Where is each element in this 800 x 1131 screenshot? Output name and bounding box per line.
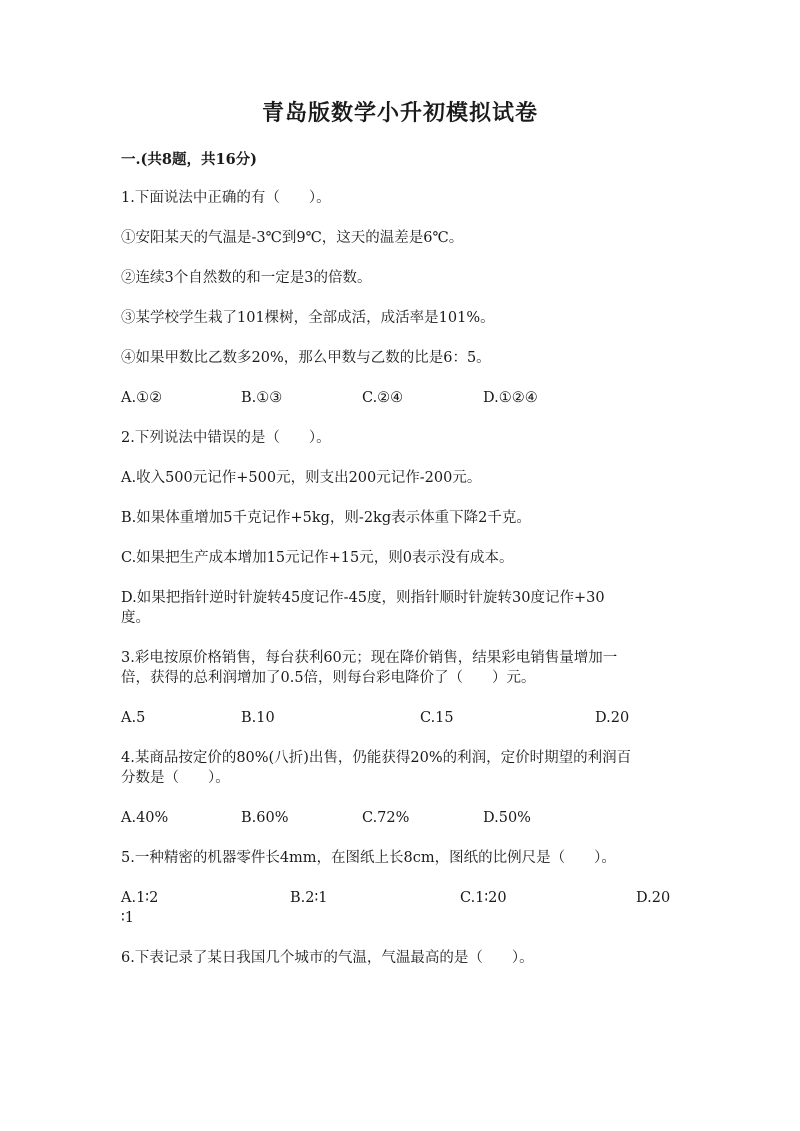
question-4-option-a: A.40% <box>121 810 169 826</box>
question-3-option-d: D.20 <box>595 710 630 726</box>
question-4-stem-line-1: 4.某商品按定价的80%(八折)出售，仍能获得20%的利润，定价时期望的利润百 <box>121 750 632 766</box>
question-5-option-d-continued: ∶1 <box>121 910 134 926</box>
question-2-option-b: B.如果体重增加5千克记作+5kg，则-2kg表示体重下降2千克。 <box>121 510 531 526</box>
question-3-option-a: A.5 <box>121 710 146 726</box>
question-3-stem-line-1: 3.彩电按原价格销售，每台获利60元；现在降价销售，结果彩电销售量增加一 <box>121 650 618 666</box>
page-title: 青岛版数学小升初模拟试卷 <box>261 100 538 126</box>
question-1-statement-3: ③某学校学生栽了101棵树，全部成活，成活率是101%。 <box>121 310 495 326</box>
question-4-option-d: D.50% <box>483 810 531 826</box>
question-1-option-a: A.①② <box>121 390 163 406</box>
question-5-option-b: B.2∶1 <box>290 890 328 906</box>
question-1-statement-1: ①安阳某天的气温是-3℃到9℃，这天的温差是6℃。 <box>121 230 464 246</box>
question-2-option-a: A.收入500元记作+500元，则支出200元记作-200元。 <box>121 470 482 486</box>
section-heading: 一.(共8题，共16分) <box>121 151 258 168</box>
question-3-stem-line-2: 倍，获得的总利润增加了0.5倍，则每台彩电降价了（ ）元。 <box>121 670 536 686</box>
question-2-stem: 2.下列说法中错误的是（ ）。 <box>121 430 331 446</box>
question-5-stem: 5.一种精密的机器零件长4mm，在图纸上长8cm，图纸的比例尺是（ ）。 <box>121 850 616 866</box>
question-5-option-a: A.1∶2 <box>121 890 159 906</box>
question-1-statement-4: ④如果甲数比乙数多20%，那么甲数与乙数的比是6：5。 <box>121 350 491 366</box>
question-2-option-d-continued: 度。 <box>121 610 150 626</box>
question-1-stem: 1.下面说法中正确的有（ ）。 <box>121 190 331 206</box>
question-5-option-d: D.20 <box>636 890 671 906</box>
question-1-option-b: B.①③ <box>241 390 283 406</box>
question-6-stem: 6.下表记录了某日我国几个城市的气温，气温最高的是（ ）。 <box>121 950 534 966</box>
question-2-option-c: C.如果把生产成本增加15元记作+15元，则0表示没有成本。 <box>121 550 514 566</box>
question-4-stem-line-2: 分数是（ ）。 <box>121 770 230 786</box>
question-1-option-c: C.②④ <box>362 390 404 406</box>
question-3-option-c: C.15 <box>420 710 454 726</box>
question-2-option-d: D.如果把指针逆时针旋转45度记作-45度，则指针顺时针旋转30度记作+30 <box>121 590 605 606</box>
question-4-option-c: C.72% <box>362 810 410 826</box>
question-3-option-b: B.10 <box>241 710 275 726</box>
question-4-option-b: B.60% <box>241 810 289 826</box>
question-5-option-c: C.1∶20 <box>460 890 507 906</box>
question-1-statement-2: ②连续3个自然数的和一定是3的倍数。 <box>121 270 372 286</box>
question-1-option-d: D.①②④ <box>483 390 538 406</box>
